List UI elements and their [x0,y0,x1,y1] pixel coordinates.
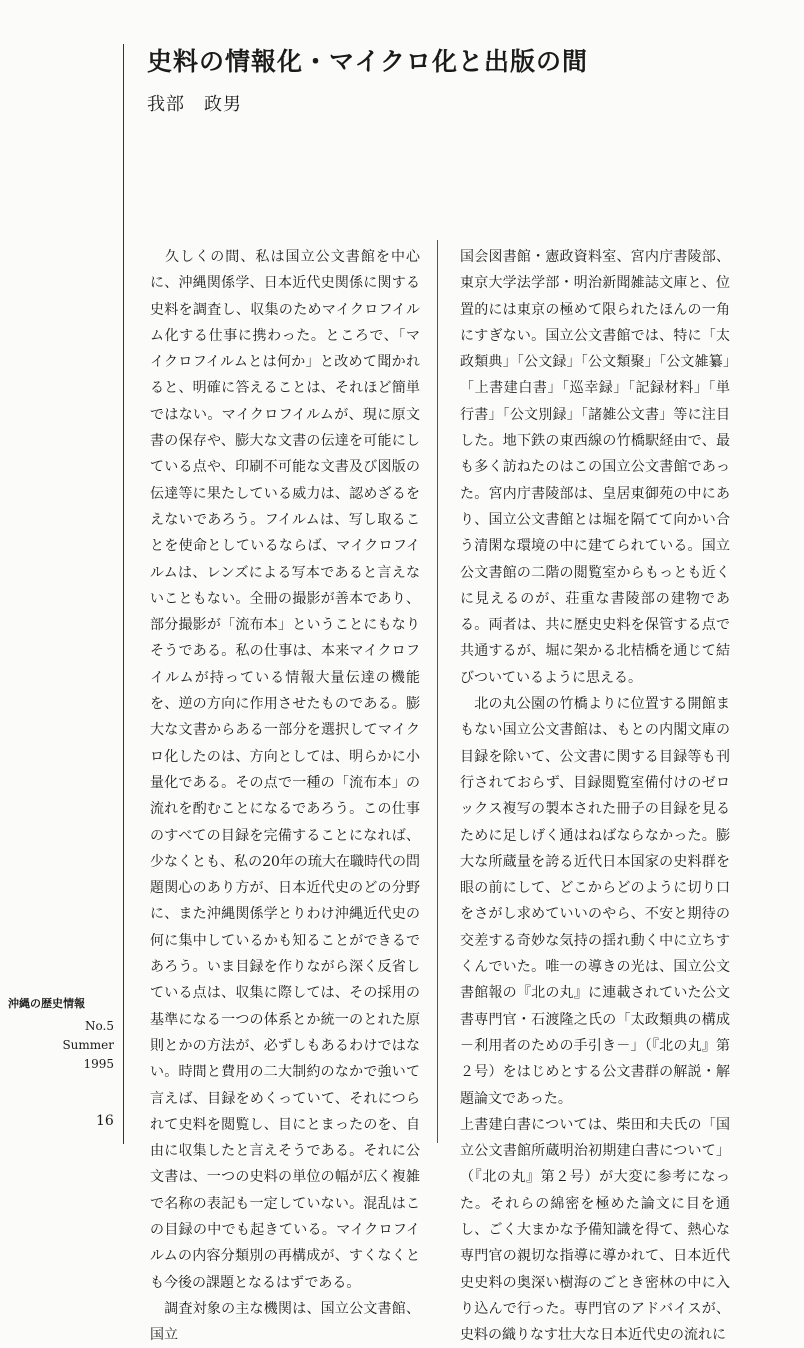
body-column-left [150,244,420,1348]
body-column-right [460,244,730,1348]
article-author: 我部 政男 [147,94,242,115]
article-title: 史料の情報化・マイクロ化と出版の間 [147,47,589,76]
paragraph: 調査対象の主な機関は、国立公文書館、国立 [150,1300,420,1344]
paragraph: 久しくの間、私は国立公文書館を中心に、沖縄関係学、日本近代史関係に関する史料を調査し、収集のためマイクロフイルム化する仕事に携わった。ところで、「マイクロフイルムとは何か」と改めて聞かれると、明確に答えることは、それほど簡単ではない。マイクロフイルムが、現に原文書の保存や、膨大な文書の伝達を可能にしている点や、印刷不可能な文書及び図版の伝達等に果たしている威力は、認めざるをえないであろう。フイルムは、写し取ることを使命としているならば、マイクロフイルムは、レンズによる写本であると言えないこともない。全冊の撮影が善本であり、部分撮影が「流布本」ということにもなりそうである。私の仕事は、本来マイクロフイルムが持っている情報大量伝達の機能を、逆の方向に作用させたものである。膨大な文書からある一部分を選択してマイクロ化したのは、方向としては、明らかに小量化である。その点で一種の「流布本」の流れを酌むことになるであろう。この仕事のすべての目録を完備することになれば、少なくとも、私の20年の琉大在職時代の問題関心のあり方が、日本近代史のどの分野に、また沖縄関係学とりわけ沖縄近代史の何に集中しているかも知ることができるであろう。いま目録を作りながら深く反省している点は、収集に際しては、その採用の基準になる一つの体系とか統一のとれた原則とかの方法が、必ずしもあるわけではない。時間と費用の二大制約のなかで強いて言えば、目録をめくっていて、それにつられて史料を閲覧し、目にとまったのを、自由に収集したと言えそうである。それに公文書は、一つの史料の単位の幅が広く複雑で名称の表記も一定していない。混乱はこの目録の中でも起きている。マイクロフイルムの内容分類別の再構成が、すくなくとも今後の課題となるはずである。 [150,249,420,1291]
column-divider [437,240,438,1143]
issue-year: 1995 [83,1057,114,1071]
paragraph: 国会図書館・憲政資料室、宮内庁書陵部、東京大学法学部・明治新聞雑誌文庫と、位置的には東京の極めて限られたほんの一角にすぎない。国立公文書館では、特に「太政類典」「公文録」「公文類聚」「公文雑纂」「上書建白書」「巡幸録」「記録材料」「単行書」「公文別録」「諸雑公文書」等に注目した。地下鉄の東西線の竹橋駅経由で、最も多く訪ねたのはこの国立公文書館であった。宮内庁書陵部は、皇居東御苑の中にあり、国立公文書館とは堀を隔てて向かい合う清閑な環境の中に建てられている。国立公文書館の二階の閲覧室からもっとも近くに見えるのが、荘重な書陵部の建物である。両者は、共に歴史史料を保管する点で共通するが、堀に架かる北桔橋を通じて結びついているように思える。 [460,249,730,686]
publication-issue-info [62,1017,114,1074]
page-number: 16 [96,1113,114,1129]
paragraph: 北の丸公園の竹橋よりに位置する開館まもない国立公文書館は、もとの内閣文庫の目録を除いて、公文書に関する目録等も刊行されておらず、目録閲覧室備付けのゼロックス複写の製本された冊子の目録を見るために足しげく通はねばならなかった。膨大な所蔵量を誇る近代日本国家の史料群を眼の前にして、どこからどのように切り口をさがし求めていいのやら、不安と期待の交差する奇妙な気持の揺れ動く中に立ちすくんでいた。唯一の導きの光は、国立公文書館報の『北の丸』に連載されていた公文書専門官・石渡隆之氏の「太政類典の構成－利用者のための手引き－」（『北の丸』第２号）をはじめとする公文書群の解説・解題論文であった。 [460,696,730,1107]
left-margin-rule [123,44,124,1144]
publication-name: 沖縄の歴史情報 [8,997,85,1010]
issue-season: Summer [62,1038,114,1052]
issue-number: No.5 [85,1019,114,1033]
paragraph: 上書建白書については、柴田和夫氏の「国立公文書館所蔵明治初期建白書について」（『北の丸』第２号）が大変に参考になった。それらの綿密を極めた論文に目を通し、ごく大まかな予備知識を得て、熱心な専門官の親切な指導に導かれて、日本近代史史料の奥深い樹海のごとき密林の中に入り込んで行った。専門官のアドバイスが、史料の織りなす壮大な日本近代史の流れに [460,1116,730,1344]
